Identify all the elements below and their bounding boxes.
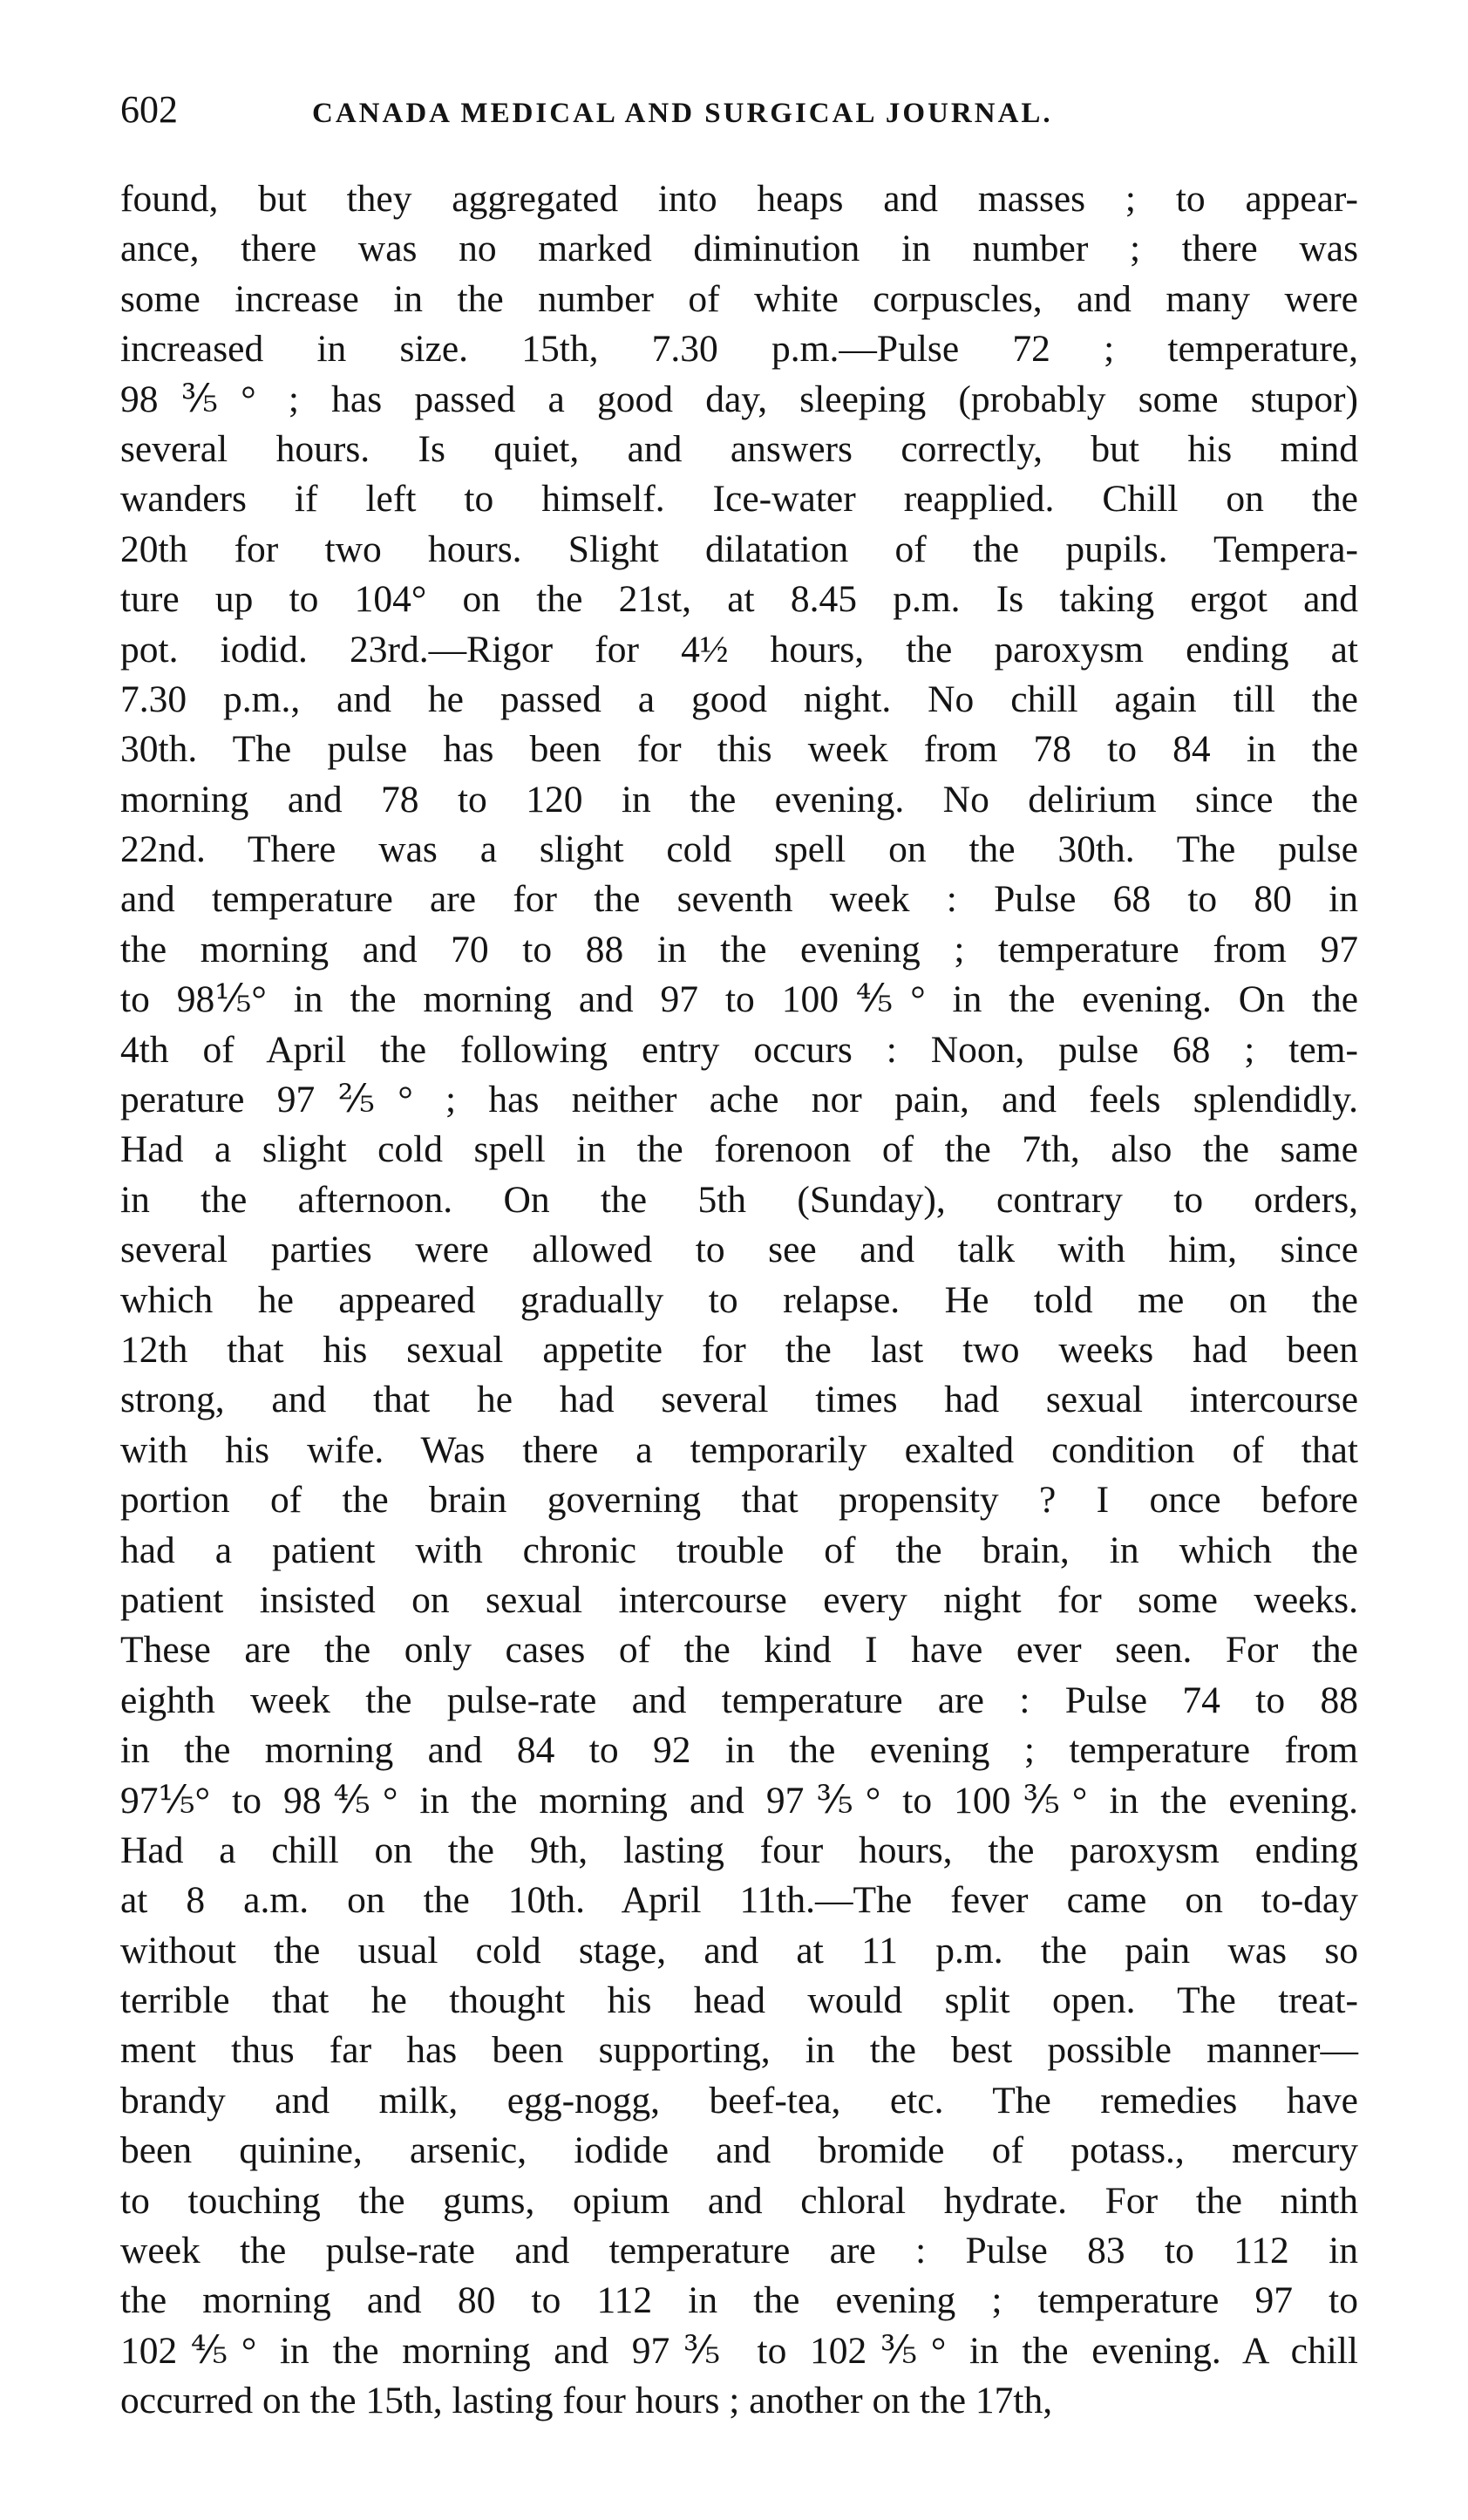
text-line: 7.30 p.m., and he passed a good night. No chill again till the — [120, 678, 1358, 720]
text-line: several hours. Is quiet, and answers correctly, but his mind — [120, 427, 1358, 470]
text-line: to touching the gums, opium and chloral hydrate. For the ninth — [120, 2179, 1358, 2222]
text-line: at 8 a.m. on the 10th. April 11th.—The fever came on to-day — [120, 1879, 1358, 1922]
text-line: eighth week the pulse-rate and temperature are : Pulse 74 to 88 — [120, 1679, 1358, 1721]
body-text — [120, 174, 1358, 2427]
text-line: Had a slight cold spell in the forenoon of the 7th, also the same — [120, 1128, 1358, 1171]
text-line: been quinine, arsenic, iodide and bromide of potass., mercury — [120, 2129, 1358, 2172]
text-line: some increase in the number of white corpuscles, and many were — [120, 277, 1358, 320]
text-line: These are the only cases of the kind I have ever seen. For the — [120, 1629, 1358, 1672]
text-line: portion of the brain governing that propensity ? I once before — [120, 1479, 1358, 1522]
text-line: terrible that he thought his head would split open. The treat- — [120, 1979, 1358, 2022]
text-line: to 98⅕° in the morning and 97 to 100⅘° in the evening. On the — [120, 978, 1358, 1021]
text-line: strong, and that he had several times had sexual intercourse — [120, 1379, 1358, 1421]
text-line: perature 97⅖° ; has neither ache nor pain, and feels splendidly. — [120, 1079, 1358, 1121]
text-line: without the usual cold stage, and at 11 p.m. the pain was so — [120, 1929, 1358, 1972]
text-line: 4th of April the following entry occurs : Noon, pulse 68 ; tem- — [120, 1028, 1358, 1071]
text-line: 98⅗° ; has passed a good day, sleeping (probably some stupor) — [120, 378, 1358, 420]
text-line: morning and 78 to 120 in the evening. No delirium since the — [120, 778, 1358, 821]
text-line: in the afternoon. On the 5th (Sunday), contrary to orders, — [120, 1178, 1358, 1221]
text-line: 12th that his sexual appetite for the last two weeks had been — [120, 1328, 1358, 1371]
text-line: which he appeared gradually to relapse. He told me on the — [120, 1278, 1358, 1321]
text-line: occurred on the 15th, lasting four hours ; another on the 17th, — [120, 2380, 1053, 2422]
text-line: several parties were allowed to see and talk with him, since — [120, 1229, 1358, 1271]
text-line: the morning and 80 to 112 in the evening ; temperature 97 to — [120, 2279, 1358, 2322]
text-line: pot. iodid. 23rd.—Rigor for 4½ hours, the paroxysm ending at — [120, 628, 1358, 671]
text-line: patient insisted on sexual intercourse every night for some weeks. — [120, 1578, 1358, 1621]
text-line: ture up to 104° on the 21st, at 8.45 p.m. Is taking ergot and — [120, 578, 1358, 621]
text-line: Had a chill on the 9th, lasting four hours, the paroxysm ending — [120, 1829, 1358, 1871]
text-line: 20th for two hours. Slight dilatation of the pupils. Tempera- — [120, 528, 1358, 570]
text-line: week the pulse-rate and temperature are : Pulse 83 to 112 in — [120, 2230, 1358, 2272]
text-line: 22nd. There was a slight cold spell on the 30th. The pulse — [120, 828, 1358, 871]
text-line: 30th. The pulse has been for this week from 78 to 84 in the — [120, 728, 1358, 771]
text-line: brandy and milk, egg-nogg, beef-tea, etc. The remedies have — [120, 2079, 1358, 2122]
text-line: the morning and 70 to 88 in the evening ; temperature from 97 — [120, 928, 1358, 971]
page-number: 602 — [120, 88, 178, 131]
text-line: and temperature are for the seventh week : Pulse 68 to 80 in — [120, 878, 1358, 921]
page-header — [120, 84, 1358, 136]
text-line: increased in size. 15th, 7.30 p.m.—Pulse 72 ; temperature, — [120, 328, 1358, 371]
text-line: wanders if left to himself. Ice-water reapplied. Chill on the — [120, 478, 1358, 521]
text-line: 102⅘° in the morning and 97⅗ to 102⅗° in the evening. A chill — [120, 2329, 1358, 2372]
running-head: CANADA MEDICAL AND SURGICAL JOURNAL. — [312, 98, 1053, 129]
text-line: with his wife. Was there a temporarily exalted condition of that — [120, 1428, 1358, 1471]
text-line: in the morning and 84 to 92 in the evening ; temperature from — [120, 1729, 1358, 1772]
text-line: had a patient with chronic trouble of the brain, in which the — [120, 1529, 1358, 1571]
text-line: ance, there was no marked diminution in number ; there was — [120, 228, 1358, 270]
text-line: 97⅕° to 98⅘° in the morning and 97⅗° to 100⅗° in the evening. — [120, 1779, 1358, 1822]
text-line: ment thus far has been supporting, in the best possible manner— — [120, 2029, 1358, 2072]
text-line: found, but they aggregated into heaps and masses ; to appear- — [120, 178, 1358, 220]
